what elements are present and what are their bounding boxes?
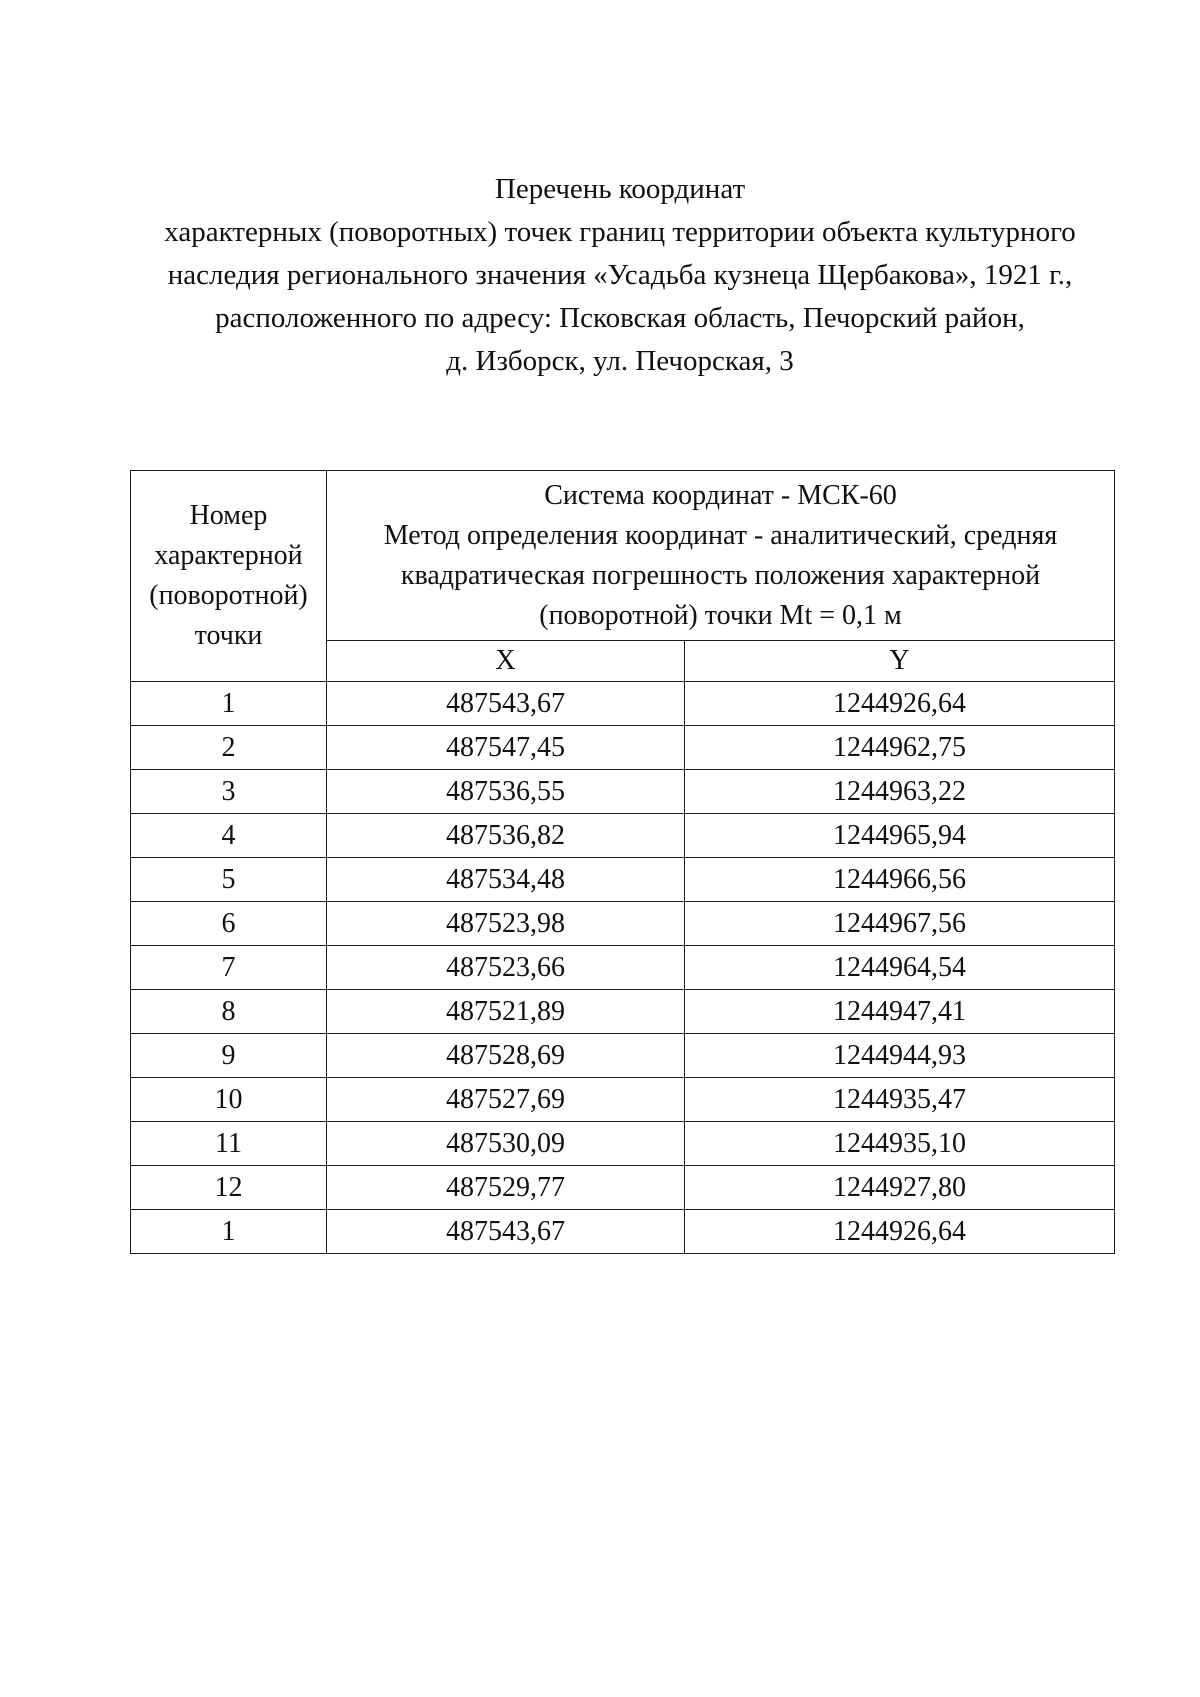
y-coordinate-cell: 1244944,93 bbox=[685, 1034, 1115, 1078]
x-coordinate-cell: 487543,67 bbox=[327, 682, 685, 726]
y-coordinate-cell: 1244962,75 bbox=[685, 726, 1115, 770]
header-line: точки bbox=[194, 620, 263, 651]
x-coordinate-cell: 487530,09 bbox=[327, 1122, 685, 1166]
table-row bbox=[131, 726, 1115, 770]
table-row bbox=[131, 682, 1115, 726]
table-row bbox=[131, 1078, 1115, 1122]
table-header-row bbox=[131, 471, 1115, 641]
y-coordinate-cell: 1244966,56 bbox=[685, 858, 1115, 902]
table-row bbox=[131, 814, 1115, 858]
point-number-cell: 6 bbox=[131, 902, 327, 946]
coordinate-system-header bbox=[327, 471, 1115, 641]
point-number-cell: 7 bbox=[131, 946, 327, 990]
x-coordinate-cell: 487529,77 bbox=[327, 1166, 685, 1210]
point-number-cell: 1 bbox=[131, 1210, 327, 1254]
x-coordinate-cell: 487534,48 bbox=[327, 858, 685, 902]
point-number-cell: 9 bbox=[131, 1034, 327, 1078]
point-number-cell: 5 bbox=[131, 858, 327, 902]
y-column-header: Y bbox=[685, 641, 1115, 682]
y-coordinate-cell: 1244926,64 bbox=[685, 1210, 1115, 1254]
table-row bbox=[131, 946, 1115, 990]
coordinates-table bbox=[130, 470, 1115, 1254]
header-line: квадратическая погрешность положения характерной bbox=[400, 559, 1041, 591]
point-number-header bbox=[131, 471, 327, 682]
x-column-header: X bbox=[327, 641, 685, 682]
header-line: (поворотной) bbox=[149, 580, 308, 611]
table-row bbox=[131, 902, 1115, 946]
y-coordinate-cell: 1244964,54 bbox=[685, 946, 1115, 990]
header-line: характерной bbox=[154, 540, 303, 571]
x-coordinate-cell: 487528,69 bbox=[327, 1034, 685, 1078]
y-coordinate-cell: 1244926,64 bbox=[685, 682, 1115, 726]
document-title bbox=[140, 168, 1100, 383]
point-number-cell: 12 bbox=[131, 1166, 327, 1210]
x-coordinate-cell: 487536,82 bbox=[327, 814, 685, 858]
point-number-cell: 10 bbox=[131, 1078, 327, 1122]
table-row bbox=[131, 1166, 1115, 1210]
y-coordinate-cell: 1244947,41 bbox=[685, 990, 1115, 1034]
x-coordinate-cell: 487527,69 bbox=[327, 1078, 685, 1122]
point-number-cell: 1 bbox=[131, 682, 327, 726]
point-number-cell: 2 bbox=[131, 726, 327, 770]
header-line: Система координат - МСК-60 bbox=[544, 479, 897, 511]
title-line: характерных (поворотных) точек границ территории объекта культурного bbox=[164, 216, 1076, 248]
y-coordinate-cell: 1244963,22 bbox=[685, 770, 1115, 814]
title-line: наследия регионального значения «Усадьба кузнеца Щербакова», 1921 г., bbox=[167, 259, 1073, 291]
header-line: (поворотной) точки Mt = 0,1 м bbox=[539, 599, 902, 631]
x-coordinate-cell: 487521,89 bbox=[327, 990, 685, 1034]
point-number-cell: 8 bbox=[131, 990, 327, 1034]
x-coordinate-cell: 487547,45 bbox=[327, 726, 685, 770]
table-row bbox=[131, 990, 1115, 1034]
title-line: расположенного по адресу: Псковская область, Печорский район, bbox=[215, 302, 1025, 334]
table-row bbox=[131, 770, 1115, 814]
table-row bbox=[131, 858, 1115, 902]
point-number-cell: 11 bbox=[131, 1122, 327, 1166]
table-row bbox=[131, 1034, 1115, 1078]
y-coordinate-cell: 1244927,80 bbox=[685, 1166, 1115, 1210]
y-coordinate-cell: 1244935,10 bbox=[685, 1122, 1115, 1166]
x-coordinate-cell: 487536,55 bbox=[327, 770, 685, 814]
x-coordinate-cell: 487523,98 bbox=[327, 902, 685, 946]
y-coordinate-cell: 1244967,56 bbox=[685, 902, 1115, 946]
x-coordinate-cell: 487543,67 bbox=[327, 1210, 685, 1254]
title-line: д. Изборск, ул. Печорская, 3 bbox=[446, 345, 794, 377]
header-line: Метод определения координат - аналитический, средняя bbox=[383, 519, 1058, 551]
y-coordinate-cell: 1244935,47 bbox=[685, 1078, 1115, 1122]
point-number-cell: 4 bbox=[131, 814, 327, 858]
header-line: Номер bbox=[189, 500, 268, 531]
table-row bbox=[131, 1122, 1115, 1166]
y-coordinate-cell: 1244965,94 bbox=[685, 814, 1115, 858]
title-line: Перечень координат bbox=[494, 173, 746, 205]
table-row bbox=[131, 1210, 1115, 1254]
x-coordinate-cell: 487523,66 bbox=[327, 946, 685, 990]
point-number-cell: 3 bbox=[131, 770, 327, 814]
